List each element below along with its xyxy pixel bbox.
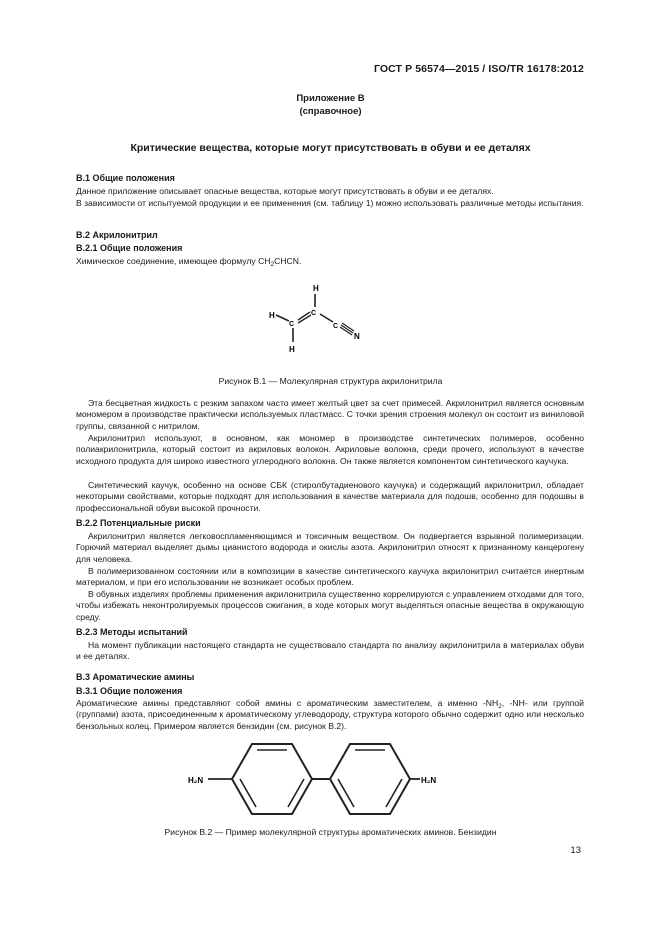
section-b3-1-heading: В.3.1 Общие положения xyxy=(76,686,183,696)
ring-left-double-3 xyxy=(288,779,304,807)
b3-p1-after: , -NH- или группой (группами) азота, присоединенным к ароматическому углеводороду, структура которого обычно содержит одно или несколько бензольных колец. Примером является бензидин (см. рисунок В.2). xyxy=(76,698,584,731)
atom-n: N xyxy=(354,332,360,341)
ring-right-double-2 xyxy=(338,779,354,807)
annex-title: Критические вещества, которые могут присутствовать в обуви и ее деталях xyxy=(130,142,531,154)
section-b2-3-heading: В.2.3 Методы испытаний xyxy=(76,627,188,637)
amine-group-right: H₂N xyxy=(421,776,437,785)
section-b2-1-heading: В.2.1 Общие положения xyxy=(76,243,183,253)
bond-cc xyxy=(320,314,333,322)
atom-c1: C xyxy=(289,321,295,328)
acrylonitrile-structure xyxy=(255,280,375,360)
annex-label xyxy=(0,92,661,118)
bond-ch-left xyxy=(276,315,289,321)
b3-p1-sub: 2 xyxy=(498,703,502,710)
ring-right-double-3 xyxy=(386,779,402,807)
annex-type: (справочное) xyxy=(299,106,362,117)
section-b2-2-heading: В.2.2 Потенциальные риски xyxy=(76,518,201,528)
section-b2-p5: В полимеризованном состоянии или в композиции в качестве синтетического каучука акрилонитрил считается инертным материалом, и при его использовании не возникает особых проблем. xyxy=(76,566,584,588)
atom-h-top: H xyxy=(313,284,319,293)
formula-sub: 2 xyxy=(270,261,275,268)
section-b2-p4: Акрилонитрил является легковоспламеняющимся и токсичным веществом. Он подвергается взрывной полимеризации. Горючий материал выделяет дымы цианистого водорода и окислы азота. Акрилонитрил относят к признанному канцерогену для человека. xyxy=(76,531,584,564)
section-b2-heading: В.2 Акрилонитрил xyxy=(76,230,158,240)
atom-c3: C xyxy=(333,323,339,330)
section-b2-p3: Синтетический каучук, особенно на основе СБК (стиролбутадиенового каучука) и содержащий акрилонитрил, обладает некоторыми свойствами, которые подходят для использования в качестве материала для подошв, особенно для подошвы в профессиональной обуви высокой прочности. xyxy=(76,480,584,513)
atom-c2: C xyxy=(311,310,317,317)
benzidine-structure xyxy=(180,738,480,823)
formula-text-after: CHCN. xyxy=(274,256,302,266)
section-b3-p1 xyxy=(76,698,584,732)
atom-h-left: H xyxy=(269,311,275,320)
section-b1-p2: В зависимости от испытуемой продукции и ее применения (см. таблицу 1) можно использовать различные методы испытания. xyxy=(76,198,584,208)
page-number: 13 xyxy=(570,845,581,856)
benzene-ring-left xyxy=(232,744,312,814)
section-b2-p6: В обувных изделиях проблемы применения акрилонитрила существенно коррелируются с управлением отходами для того, чтобы избежать неконтролируемых процессов сжигания, в ходе которых могут выделяться опасные вещества в окружающую среду. xyxy=(76,589,585,622)
amine-group-left: H₂N xyxy=(188,776,204,785)
section-b2-p1: Эта бесцветная жидкость с резким запахом часто имеет желтый цвет за счет примесей. Акрилонитрил является основным мономером в производстве практически используемых пластмасс. С точки зрения строения молекул он состоит из виниловой группы, связанной с нитрилом. xyxy=(76,398,584,431)
figure-b1-caption: Рисунок В.1 — Молекулярная структура акрилонитрила xyxy=(218,376,443,386)
figure-b2-caption: Рисунок В.2 — Пример молекулярной структуры ароматических аминов. Бензидин xyxy=(164,827,497,837)
annex-name: Приложение В xyxy=(296,93,365,104)
atom-h-bottom: H xyxy=(289,345,295,354)
formula-text-before: Химическое соединение, имеющее формулу CH xyxy=(76,256,271,266)
section-b1-p1: Данное приложение описывает опасные вещества, которые могут присутствовать в обуви и ее деталях. xyxy=(76,186,494,196)
formula-line xyxy=(76,256,584,267)
section-b3-heading: В.3 Ароматические амины xyxy=(76,672,195,682)
ring-left-double-2 xyxy=(240,779,256,807)
b3-p1-before: Ароматические амины представляют собой амины с ароматическим заместителем, а именно -NH xyxy=(76,698,499,708)
section-b1-heading: В.1 Общие положения xyxy=(76,173,175,183)
document-header: ГОСТ Р 56574—2015 / ISO/TR 16178:2012 xyxy=(373,63,584,75)
section-b2-p2: Акрилонитрил используют, в основном, как мономер в производстве синтетических полимеров, особенно полиакрилонитрила, который состоит из акриловых волокон. Акриловые волокна, среди прочего, используют в качестве исходного продукта для широко известного углеродного волокна. Он также является компонентом синтетического каучука. xyxy=(76,433,584,466)
section-b2-p7: На момент публикации настоящего стандарта не существовало стандарта по анализу акрилонитрила в материалах обуви и ее деталях. xyxy=(76,640,584,662)
benzene-ring-right xyxy=(330,744,410,814)
